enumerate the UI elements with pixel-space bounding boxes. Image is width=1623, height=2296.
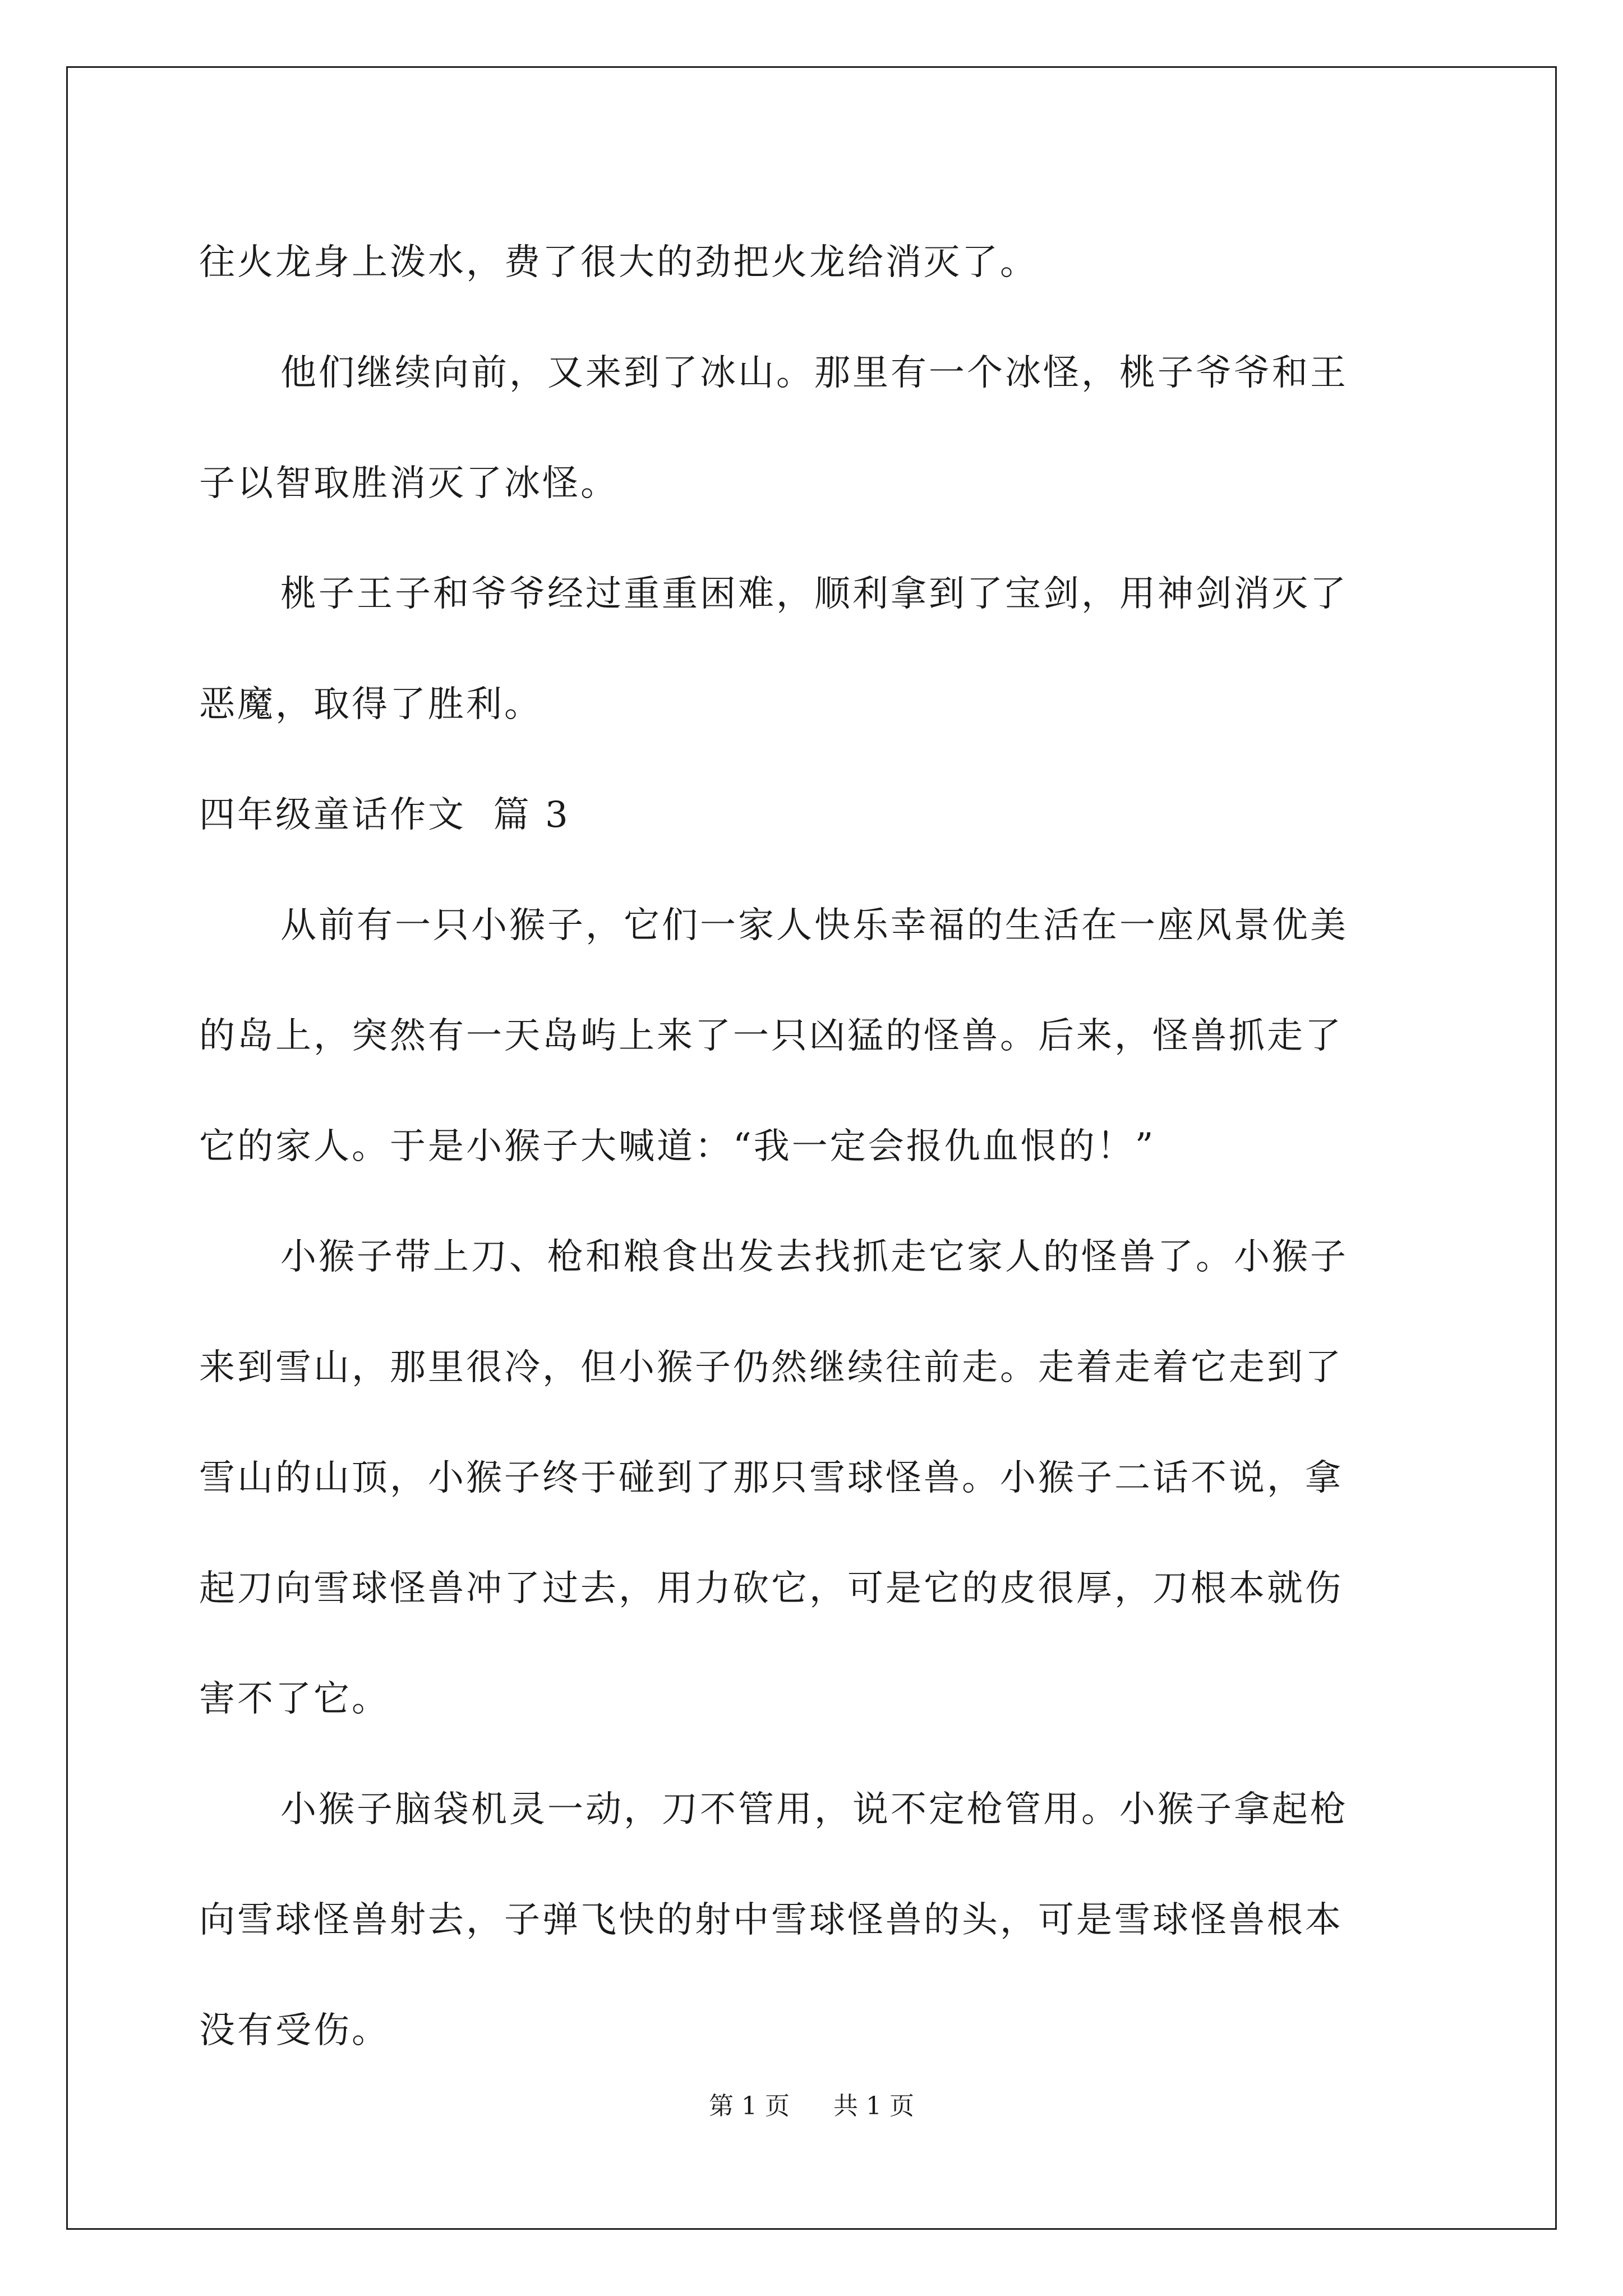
page-total: 共 1 页 (833, 2092, 914, 2120)
text-line: 没有受伤。 (199, 2010, 390, 2051)
document-body (199, 208, 1433, 2086)
text-line: 它的家人。于是小猴子大喊道：“我一定会报仇血恨的！” (199, 1126, 1156, 1167)
text-line: 从前有一只小猴子，它们一家人快乐幸福的生活在一座风景优美 (280, 905, 1348, 946)
page-number: 第 1 页 (709, 2092, 790, 2120)
text-line: 子以智取胜消灭了冰怪。 (199, 463, 619, 504)
page-footer (0, 2090, 1623, 2123)
text-line: 恶魔，取得了胜利。 (199, 684, 542, 725)
text-line: 起刀向雪球怪兽冲了过去，用力砍它，可是它的皮很厚，刀根本就伤 (199, 1568, 1343, 1609)
section-heading: 四年级童话作文 篇 3 (199, 794, 570, 836)
text-line: 雪山的山顶，小猴子终于碰到了那只雪球怪兽。小猴子二话不说，拿 (199, 1457, 1343, 1499)
text-line: 害不了它。 (199, 1678, 390, 1720)
text-line: 桃子王子和爷爷经过重重困难，顺利拿到了宝剑，用神剑消灭了 (280, 573, 1348, 615)
text-line: 他们继续向前，又来到了冰山。那里有一个冰怪，桃子爷爷和王 (280, 352, 1348, 394)
text-line: 的岛上，突然有一天岛屿上来了一只凶猛的怪兽。后来，怪兽抓走了 (199, 1015, 1343, 1057)
text-line: 来到雪山，那里很冷，但小猴子仍然继续往前走。走着走着它走到了 (199, 1347, 1343, 1388)
text-line: 小猴子带上刀、枪和粮食出发去找抓走它家人的怪兽了。小猴子 (280, 1236, 1348, 1278)
text-line: 向雪球怪兽射去，子弹飞快的射中雪球怪兽的头，可是雪球怪兽根本 (199, 1899, 1343, 1941)
text-line: 小猴子脑袋机灵一动，刀不管用，说不定枪管用。小猴子拿起枪 (280, 1789, 1348, 1830)
text-line: 往火龙身上泼水，费了很大的劲把火龙给消灭了。 (199, 242, 1038, 283)
